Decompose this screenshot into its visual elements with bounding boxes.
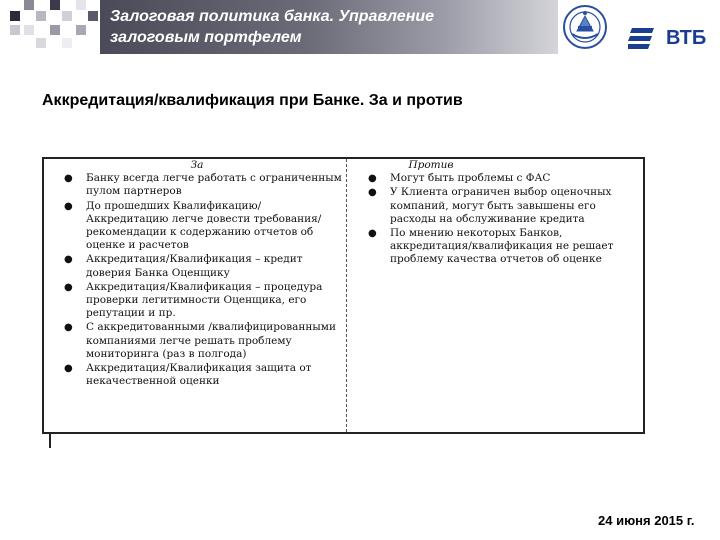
slide-date: 24 июня 2015 г. [598, 513, 695, 528]
bullet-icon: ● [368, 228, 377, 240]
list-item [52, 172, 342, 198]
pro-list [52, 172, 342, 388]
pro-item-text: До прошедших Квалификацию/Аккредитацию легче довести требования/рекомендации к содержанию отчетов об оценке и расчетов [86, 199, 322, 252]
bullet-icon: ● [368, 173, 377, 185]
list-item [52, 362, 342, 388]
decor-square-6 [50, 0, 60, 10]
decor-square-5 [24, 25, 34, 35]
pro-item-text: Аккредитация/Квалификация защита от некачественной оценки [86, 362, 312, 388]
pro-item-text: Аккредитация/Квалификация – процедура проверки легитимности Оценщика, его репутации и пр. [86, 280, 323, 320]
pro-item-text: Аккредитация/Квалификация – кредит доверия Банка Оценщику [86, 253, 303, 279]
text-cursor [49, 434, 51, 448]
con-heading: Против [408, 159, 454, 171]
pros-cons-table [42, 157, 645, 434]
pro-item-text: Банку всегда легче работать с ограниченным пулом партнеров [86, 172, 342, 198]
list-item [356, 227, 640, 267]
decor-square-1 [10, 11, 20, 21]
list-item [52, 253, 342, 279]
decor-square-9 [76, 0, 86, 10]
decor-square-4 [10, 25, 20, 35]
con-item-text: Могут быть проблемы с ФАС [390, 172, 551, 185]
header-title-line-2: залоговым портфелем [110, 29, 302, 46]
header-title-line-1: Залоговая политика банка. Управление [110, 8, 435, 25]
bullet-icon: ● [368, 187, 377, 199]
list-item [52, 281, 342, 321]
bullet-icon: ● [64, 363, 73, 375]
bullet-icon: ● [64, 322, 73, 334]
bullet-icon: ● [64, 254, 73, 266]
list-item [52, 200, 342, 253]
bullet-icon: ● [64, 173, 73, 185]
list-item [356, 186, 640, 226]
decor-square-3 [36, 11, 46, 21]
pro-item-text: С аккредитованными /квалифицированными компаниями легче решать проблему мониторинга (раз в полгода) [86, 321, 336, 360]
column-divider [346, 159, 347, 432]
slide-title: Аккредитация/квалификация при Банке. За и против [42, 92, 463, 109]
decor-square-8 [50, 25, 60, 35]
vtb-brand-text: ВТБ [666, 27, 707, 49]
decor-square-11 [36, 38, 46, 48]
decor-square-12 [62, 38, 72, 48]
decor-square-13 [88, 11, 98, 21]
decor-square-7 [62, 11, 72, 21]
header-title [110, 6, 550, 48]
emblem-icon [562, 4, 608, 50]
con-list [356, 172, 640, 266]
list-item [356, 172, 640, 185]
pro-heading: За [190, 159, 204, 171]
con-column [356, 159, 640, 268]
list-item [52, 321, 342, 361]
pro-column [52, 159, 342, 389]
con-item-text: У Клиента ограничен выбор оценочных компаний, могут быть завышены его расходы на обслуживание кредита [390, 186, 612, 225]
bullet-icon: ● [64, 200, 73, 212]
decor-square-2 [24, 0, 34, 10]
con-item-text: По мнению некоторых Банков, аккредитация/квалификация не решает проблему качества отчетов об оценке [390, 227, 614, 266]
bullet-icon: ● [64, 281, 73, 293]
decor-square-10 [76, 25, 86, 35]
